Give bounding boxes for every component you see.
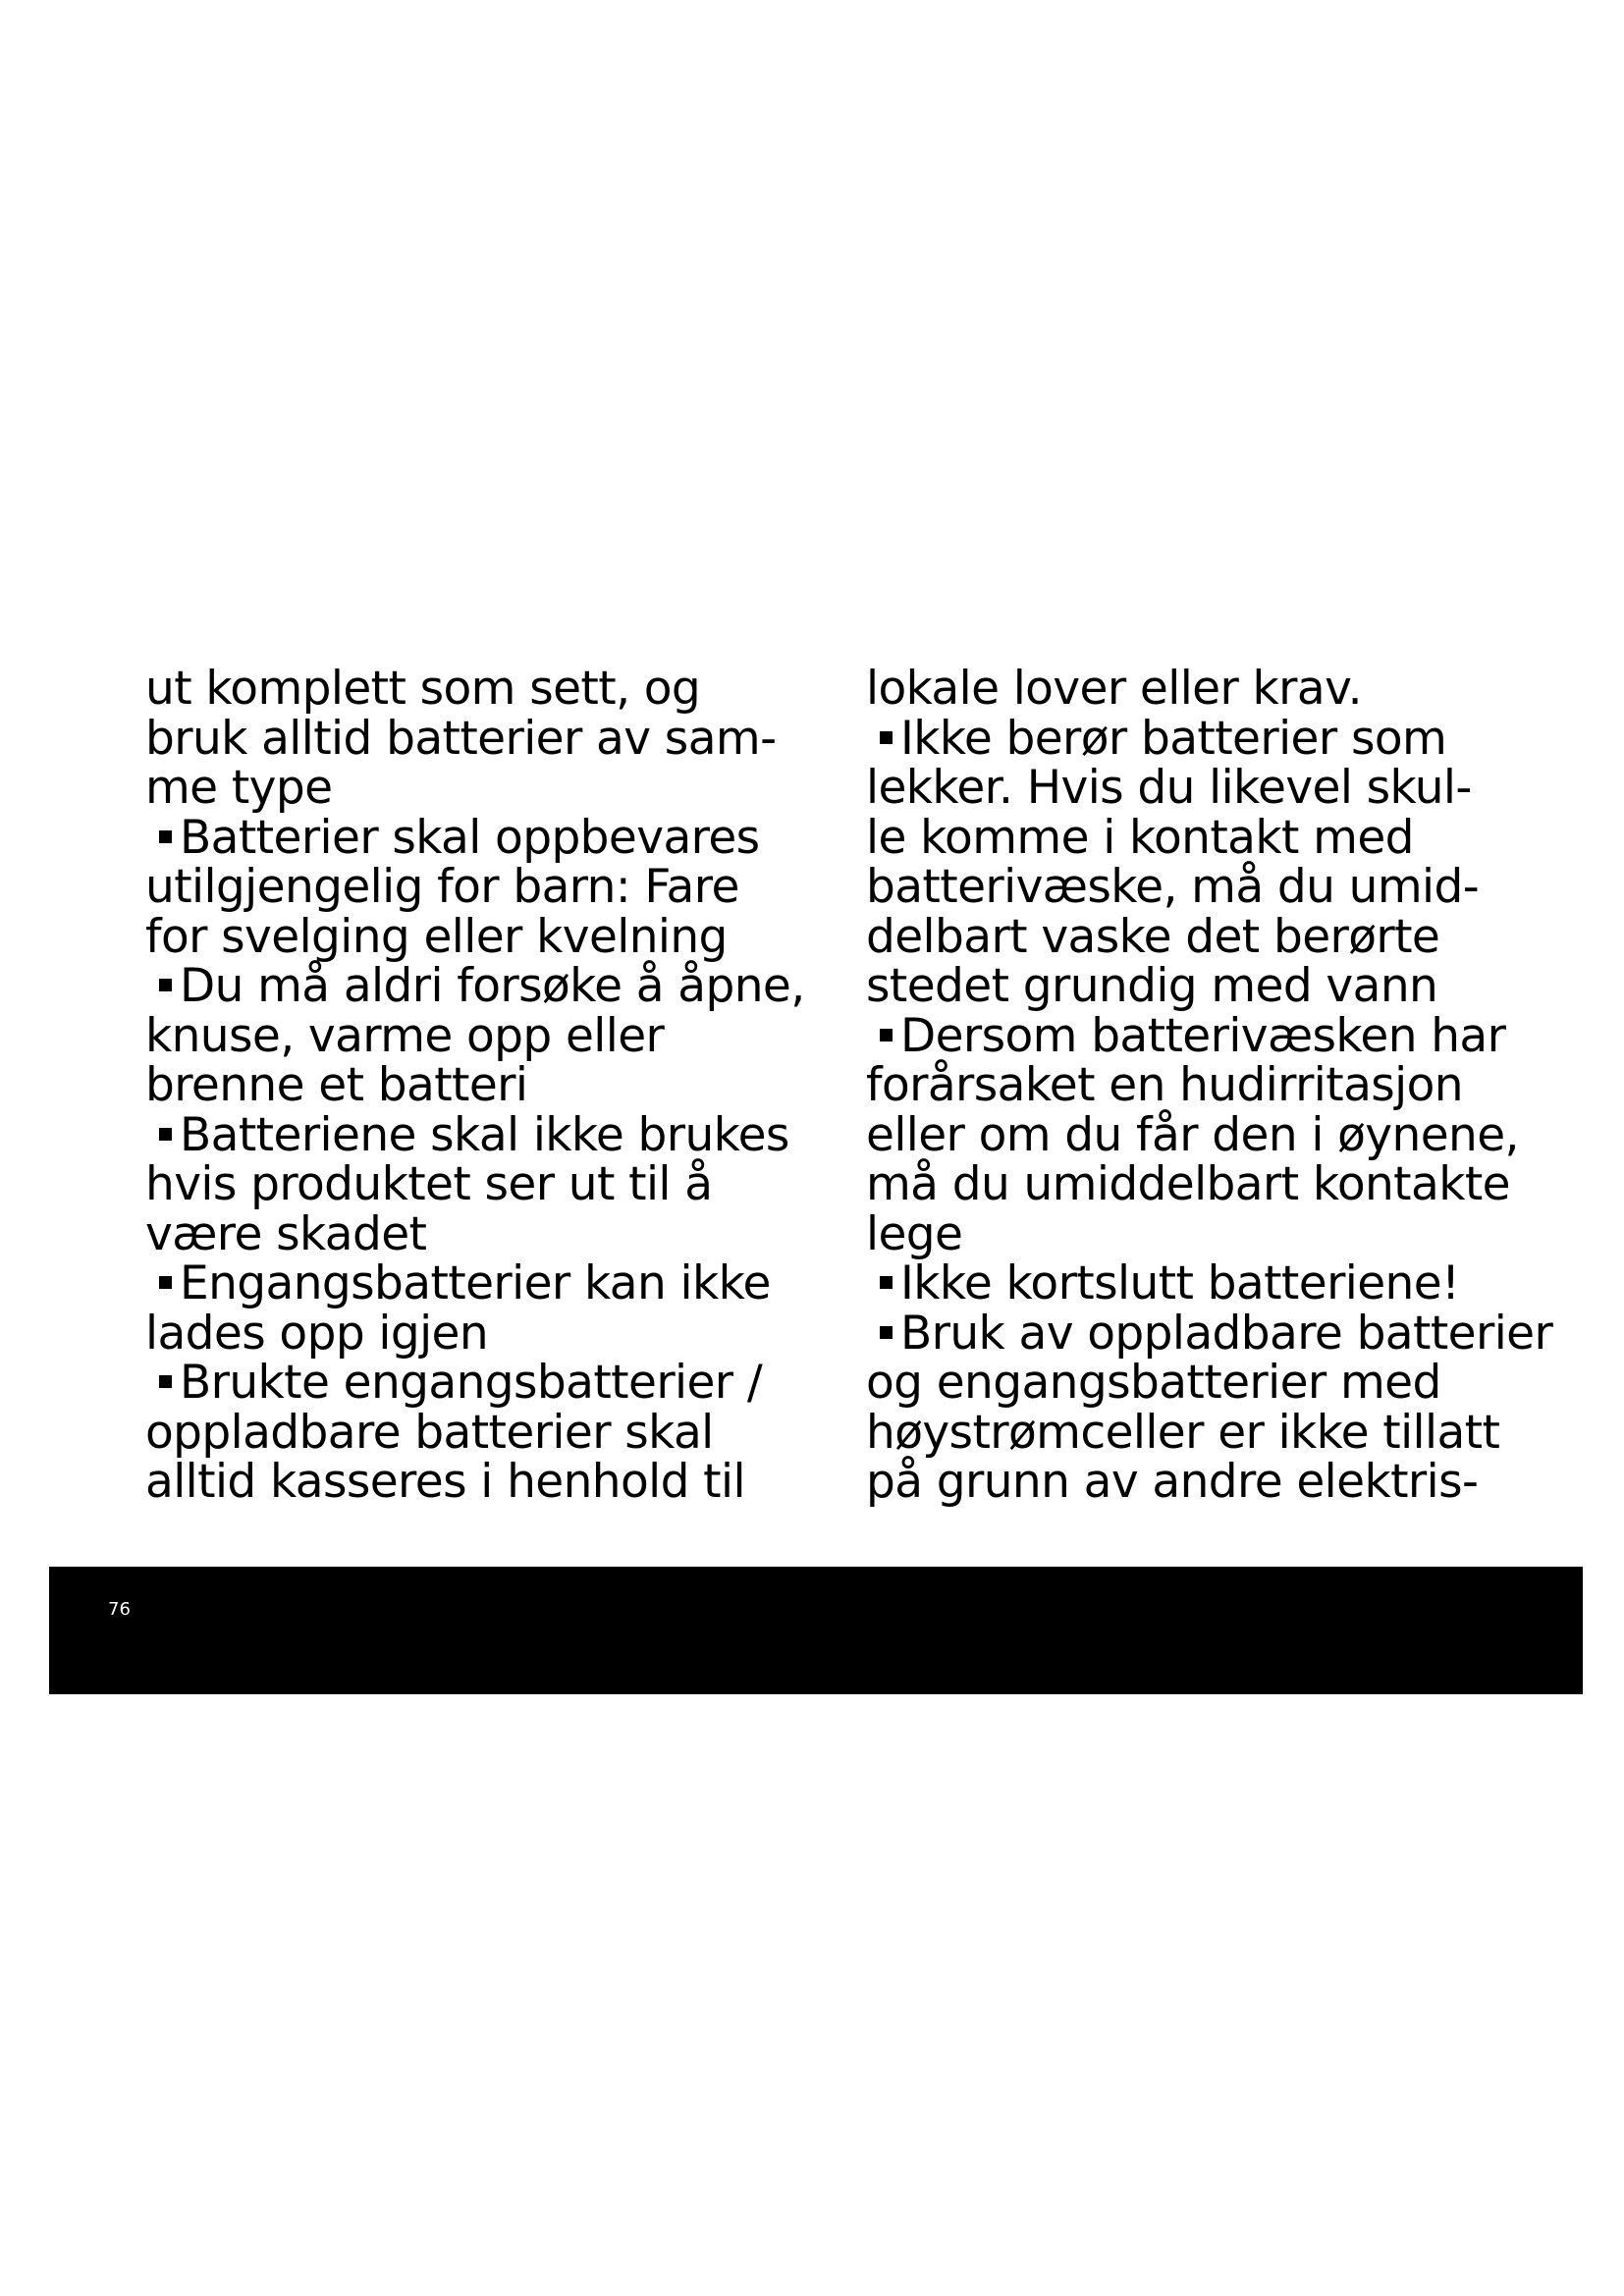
text-line	[145, 860, 805, 914]
text-line	[145, 761, 805, 815]
text-line	[866, 959, 1552, 1013]
square-bullet-icon	[159, 1276, 172, 1289]
bullet-list-item	[145, 1107, 805, 1162]
square-bullet-icon	[880, 1029, 893, 1041]
text-line-content: lades opp igjen	[145, 1306, 489, 1361]
text-line-content: oppladbare batterier skal	[145, 1405, 714, 1460]
bullet-list-item	[145, 1356, 805, 1410]
text-line	[866, 1206, 1552, 1261]
text-line-content: stedet grundig med vann	[866, 959, 1438, 1013]
bullet-list-item	[866, 711, 1552, 766]
text-line	[866, 1157, 1552, 1211]
text-line	[866, 1058, 1552, 1112]
text-line	[866, 1107, 1552, 1162]
text-line	[866, 860, 1552, 914]
text-line-content: for svelging eller kvelning	[145, 909, 728, 964]
text-line-content: hvis produktet ser ut til å	[145, 1157, 713, 1211]
text-line-content: må du umiddelbart kontakte	[866, 1157, 1510, 1211]
bullet-list-item	[145, 810, 805, 865]
text-line	[145, 1058, 805, 1112]
text-line-content: lege	[866, 1206, 963, 1261]
text-line-content: knuse, varme opp eller	[145, 1008, 665, 1063]
text-line-content: Engangsbatterier kan ikke	[180, 1256, 771, 1310]
text-line	[866, 1455, 1552, 1509]
text-line-content: Batterier skal oppbevares	[180, 810, 760, 865]
text-line-content: alltid kasseres i henhold til	[145, 1455, 745, 1509]
text-line	[145, 662, 805, 716]
text-line-content: Bruk av oppladbare batterier	[900, 1306, 1553, 1361]
text-line-content: lokale lover eller krav.	[866, 662, 1362, 716]
text-line-content: le komme i kontakt med	[866, 810, 1414, 865]
square-bullet-icon	[880, 1276, 893, 1289]
square-bullet-icon	[159, 979, 172, 991]
text-line-content: me type	[145, 761, 333, 815]
text-line	[145, 1306, 805, 1361]
text-line-content: utilgjengelig for barn: Fare	[145, 860, 739, 914]
text-line-content: Ikke berør batterier som	[900, 711, 1447, 766]
left-text-column	[145, 662, 805, 1509]
square-bullet-icon	[159, 1375, 172, 1388]
text-line	[866, 1356, 1552, 1410]
text-line-content: Batteriene skal ikke brukes	[180, 1107, 789, 1162]
text-line	[145, 909, 805, 964]
text-line-content: brenne et batteri	[145, 1058, 528, 1112]
text-line-content: lekker. Hvis du likevel skul-	[866, 761, 1472, 815]
square-bullet-icon	[159, 830, 172, 843]
text-line	[145, 1008, 805, 1063]
text-line-content: Dersom batterivæsken har	[900, 1008, 1506, 1063]
text-line	[866, 909, 1552, 964]
bullet-list-item	[145, 959, 805, 1013]
text-line-content: batterivæske, må du umid-	[866, 860, 1480, 914]
text-line-content: og engangsbatterier med	[866, 1356, 1441, 1410]
square-bullet-icon	[159, 1128, 172, 1141]
text-line-content: eller om du får den i øynene,	[866, 1107, 1519, 1162]
text-line-content: Brukte engangsbatterier /	[180, 1356, 763, 1410]
square-bullet-icon	[880, 1326, 893, 1339]
text-line	[866, 761, 1552, 815]
text-line-content: høystrømceller er ikke tillatt	[866, 1405, 1500, 1460]
text-line-content: bruk alltid batterier av sam-	[145, 711, 777, 766]
bullet-list-item	[866, 1008, 1552, 1063]
text-line-content: på grunn av andre elektris-	[866, 1455, 1479, 1509]
text-line	[145, 711, 805, 766]
text-line-content: Du må aldri forsøke å åpne,	[180, 959, 805, 1013]
text-line	[866, 810, 1552, 865]
page-number: 76	[108, 1599, 131, 1620]
text-line	[866, 1405, 1552, 1460]
text-line-content: ut komplett som sett, og	[145, 662, 701, 716]
text-line	[866, 662, 1552, 716]
text-line	[145, 1157, 805, 1211]
bullet-list-item	[145, 1256, 805, 1310]
text-line	[145, 1455, 805, 1509]
right-text-column	[866, 662, 1553, 1509]
text-line-content: forårsaket en hudirritasjon	[866, 1058, 1463, 1112]
square-bullet-icon	[880, 731, 893, 744]
text-line-content: være skadet	[145, 1206, 427, 1261]
text-line-content: Ikke kortslutt batteriene!	[900, 1256, 1460, 1310]
text-line	[145, 1206, 805, 1261]
text-line-content: delbart vaske det berørte	[866, 909, 1440, 964]
footer-bar	[49, 1567, 1583, 1694]
bullet-list-item	[866, 1306, 1553, 1361]
text-line	[145, 1405, 805, 1460]
bullet-list-item	[866, 1256, 1552, 1310]
